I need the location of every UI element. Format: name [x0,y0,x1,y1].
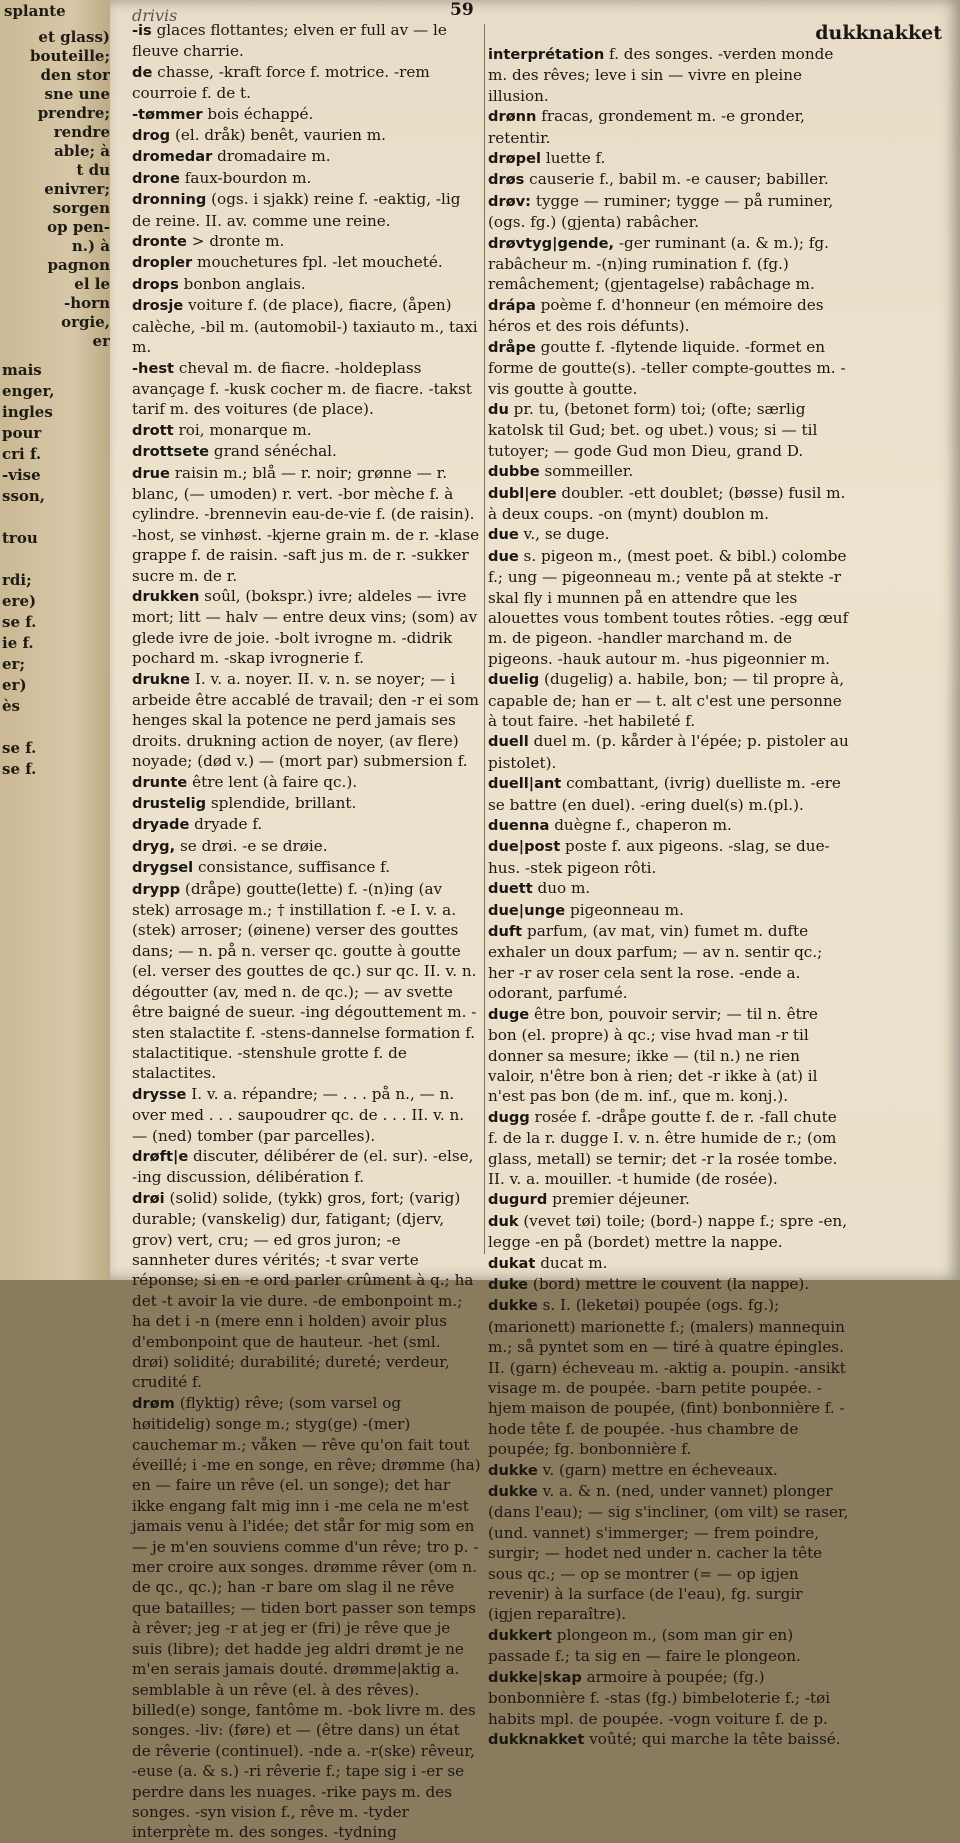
dictionary-entry: drøi (solid) solide, (tykk) gros, fort; (varig) durable; (vanskelig) dur, fatigant; (djerv, grov) vert, cru; — ed gros juron; -e sannheter dures vérités; -t svar verte réponse; si en -e ord parler crûment à q.; ha det -t avoir la vie dure. -de embonpoint m.; ha det i -n (mere enn i holden) avoir plus d'embonpoint que de hauteur. -het (sml. drøi) solidité; durabilité; dureté; verdeur, crudité f. [132,1188,474,1392]
dictionary-entry: drustelig splendide, brillant. [132,794,357,813]
facing-page-line: enger, [2,382,55,400]
dictionary-entry: dråpe goutte f. -flytende liquide. -formet en forme de goutte(s). -teller compte-gouttes m. -vis goutte à goutte. [488,337,846,398]
facing-page-line: bouteille; [29,47,110,65]
facing-page-line: ingles [2,403,53,421]
dictionary-entry: drog (el. dråk) benêt, vaurien m. [132,126,386,145]
dictionary-entry: dukkert plongeon m., (som man gir en) passade f.; ta sig en — faire le plongeon. [488,1625,801,1666]
dictionary-entry: due|unge pigeonneau m. [488,900,684,919]
facing-page-line: se f. [2,760,37,778]
dictionary-entry: dugg rosée f. -dråpe goutte f. de r. -fall chute f. de la r. dugge I. v. n. être humide de r.; (om glass, metall) se ternir; det -r la rosée tombe. II. v. a. mouiller. -t humide (de rosée). [488,1107,838,1188]
facing-page-line: ès [2,697,20,715]
dictionary-entry: interprétation f. des songes. -verden monde m. des rêves; leve i sin — vivre en pleine illusion. [488,45,834,105]
dictionary-entry: de chasse, -kraft force f. motrice. -rem courroie f. de t. [132,62,430,103]
facing-page-line [2,549,114,570]
dictionary-entry: drøm (flyktig) rêve; (som varsel og høitidelig) songe m.; styg(ge) -(mer) cauchemar m.; våken — rêve qu'on fait tout éveillé; i -me en songe, en rêve; drømme (ha) en — faire un rêve (el. un songe); det har ikke engang falt mig inn i -me cela ne m'est jamais venu à l'idée; det står for mig som en — je m'en souviens comme d'un rêve; tro p. -mer croire aux songes. drømme rêver (om n. de qc., qc.); han -r bare om slag il ne rêve que batailles; — tiden bort passer son temps à rêver; jeg -r at jeg er (fri) je rêve que je suis (libre); det hadde jeg aldri drømt je ne m'en serais jamais douté. drømme|aktig a. semblable à un rêve (el. à des rêves). billed(e) songe, fantôme m. -bok livre m. des songes. -liv: (føre) et — (être dans) un état de rêverie (continuel). -nde a. -r(ske) rêveur, -euse (a. & s.) -ri rêverie f.; tape sig i -er se perdre dans les nuages. -rike pays m. des songes. -syn vision f., rêve m. -tyder interprète m. des songes. -tydning [132,1393,481,1842]
dictionary-entry: drops bonbon anglais. [132,274,306,293]
dictionary-page [110,0,960,1842]
dictionary-entry: dukke s. I. (leketøi) poupée (ogs. fg.); (marionett) marionette f.; (malers) mannequin m.; så pyntet som en — tiré à quatre épingles. II. (garn) écheveau m. -aktig a. poupin. -ansikt visage m. de poupée. -barn petite poupée. -hjem maison de poupée, (fint) bonbonnière f. -hode tête f. de poupée. -hus chambre de poupée; fg. bonbonnière f. [488,1296,846,1459]
dictionary-entry: -tømmer bois échappé. [132,104,314,123]
dictionary-entry: dubbe sommeiller. [488,462,634,481]
dictionary-entry: dropler mouchetures fpl. -let moucheté. [132,253,443,272]
dictionary-entry: drønn fracas, grondement m. -e gronder, retentir. [488,107,805,147]
facing-page-text [2,28,114,351]
facing-page-line: er [92,332,110,350]
facing-page-line: el le [74,275,110,293]
dictionary-entry: dromedar dromadaire m. [132,147,331,166]
dictionary-entry: dukke v. a. & n. (ned, under vannet) plonger (dans l'eau); — sig s'incliner, (om vilt) se raser, (und. vannet) s'immerger; — frem poindre, surgir; — hodet ned under n. cacher la tête sous qc.; — op se montrer (= — op igjen revenir) à la surface (de l'eau), fg. surgir (igjen reparaître). [488,1482,849,1624]
dictionary-entry: drøvtyg|gende, -ger ruminant (a. & m.); fg. rabâcheur m. -(n)ing rumination f. (fg.) remâchement; (gjentagelse) rabâchage m. [488,233,829,294]
dictionary-entry: duenna duègne f., chaperon m. [488,816,732,835]
dictionary-entry: drue raisin m.; blå — r. noir; grønne — r. blanc, (— umoden) r. vert. -bor mèche f. à cylindre. -brennevin eau-de-vie f. (de raisin). -host, se vinhøst. -kjerne grain m. de r. -klase grappe f. de raisin. -saft jus m. de r. -sukker sucre m. de r. [132,463,480,585]
header-left-guide-word: drivis [132,6,178,25]
dictionary-entry: drápa poème f. d'honneur (en mémoire des héros et des rois défunts). [488,295,824,336]
dictionary-entry: drosje voiture f. (de place), fiacre, (åpen) calèche, -bil m. (automobil-) taxiauto m., taxi m. [132,296,478,357]
dictionary-entry: drypp (dråpe) goutte(lette) f. -(n)ing (av stek) arrosage m.; † instillation f. -e I. v. a. (stek) arroser; (øinene) verser des gouttes dans; — n. på n. verser qc. goutte à goutte (el. verser des gouttes de qc.) sur qc. II. v. n. dégoutter (av, med n. de qc.); — av svette être baigné de sueur. -ing dégouttement m. -sten stalactite f. -stens-dannelse formation f. stalactitique. -stenshule grotte f. de stalactites. [132,879,477,1083]
facing-page-line: orgie, [61,313,110,331]
dictionary-entry: drygsel consistance, suffisance f. [132,858,391,877]
facing-page-line: sson, [2,487,46,505]
facing-page-line: et glass) [38,28,110,46]
facing-page-line: mais [2,361,42,379]
facing-page-line: ere) [2,592,37,610]
dictionary-entry: duett duo m. [488,879,591,898]
facing-page-line: rendre [53,123,110,141]
dictionary-entry: drøs causerie f., babil m. -e causer; babiller. [488,170,829,189]
page-number: 59 [450,0,474,20]
dictionary-entry: drukken soûl, (bokspr.) ivre; aldeles — ivre mort; litt — halv — entre deux vins; (som) av glede ivre de joie. -bolt ivrogne m. -didrik pochard m. -skap ivrognerie f. [132,586,478,668]
dictionary-entry: drøpel luette f. [488,149,606,168]
dictionary-entry: duge être bon, pouvoir servir; — til n. être bon (el. propre) à qc.; vise hvad man -r til donner sa mesure; ikke — (til n.) ne rien valoir, n'être bon à rien; det -r ikke à (at) il n'est pas bon (de m. inf., que m. konj.). [488,1004,818,1106]
dictionary-entry: drottsete grand sénéchal. [132,442,337,461]
dictionary-entry: dugurd premier déjeuner. [488,1190,690,1209]
facing-page-line: rdi; [2,571,32,589]
facing-page-header: splante [4,2,66,20]
dictionary-entry: drukne I. v. a. noyer. II. v. n. se noyer; — i arbeide être accablé de travail; den -r ei som henges skal la potence ne perd jamais ses droits. drukning action de noyer, (av flere) noyade; (død v.) — (mort par) submersion f. [132,669,479,771]
dictionary-entry: dronning (ogs. i sjakk) reine f. -eaktig, -lig de reine. II. av. comme une reine. [132,190,461,230]
facing-page-line: prendre; [37,104,110,122]
right-column [488,24,850,1748]
dictionary-entry: dubl|ere doubler. -ett doublet; (bøsse) fusil m. à deux coups. -on (mynt) doublon m. [488,483,846,523]
dictionary-entry: drone faux-bourdon m. [132,168,312,187]
facing-page-line: er; [2,655,25,673]
facing-page-line: cri f. [2,445,42,463]
facing-page-line: able; à [54,142,110,160]
dictionary-entry: drøv: tygge — ruminer; tygge — på ruminer, (ogs. fg.) (gjenta) rabâcher. [488,191,834,232]
facing-page-line: n.) à [71,237,110,255]
dictionary-entry: dukke|skap armoire à poupée; (fg.) bonbonnière f. -stas (fg.) bimbeloterie f.; -tøi habits mpl. de poupée. -vogn voiture f. de p. [488,1667,831,1728]
dictionary-entry: duke (bord) mettre le couvent (la nappe). [488,1274,810,1293]
dictionary-entry: dryade dryade f. [132,815,263,834]
dictionary-entry: due|post poste f. aux pigeons. -slag, se due-hus. -stek pigeon rôti. [488,837,830,877]
dictionary-entry: du pr. tu, (betonet form) toi; (ofte; særlig katolsk til Gud; bet. og ubet.) vous; si — til tutoyer; — gode Gud mon Dieu, grand D. [488,399,818,460]
facing-page-line: op pen- [47,218,110,236]
dictionary-entry: dronte > dronte m. [132,232,285,251]
facing-page-line: er) [2,676,27,694]
dictionary-entry: -hest cheval m. de fiacre. -holdeplass avançage f. -kusk cocher m. de fiacre. -takst tarif m. des voitures (de place). [132,358,472,419]
dictionary-entry: dryg, se drøi. -e se drøie. [132,836,328,855]
dictionary-entry: due s. pigeon m., (mest poet. & bibl.) colombe f.; ung — pigeonneau m.; vente på at stekte -r skal fly i munnen på en attendre que les alouettes vous tombent toutes rôties. -egg œuf m. de pigeon. -handler marchand m. de pigeons. -hauk autour m. -hus pigeonnier m. [488,546,849,668]
facing-page-line: -horn [64,294,110,312]
dictionary-entry: -is glaces flottantes; elven er full av — le fleuve charrie. [132,21,447,61]
facing-page [0,0,118,1280]
dictionary-entry: drysse I. v. a. répandre; — . . . på n., — n. over med . . . saupoudrer qc. de . . . II. v. n. — (ned) tomber (par parcelles). [132,1084,465,1145]
dictionary-entry: dukat ducat m. [488,1253,608,1272]
dictionary-entry: duell duel m. (p. kårder à l'épée; p. pistoler au pistolet). [488,732,849,772]
dictionary-entry: duft parfum, (av mat, vin) fumet m. dufte exhaler un doux parfum; — av n. sentir qc.; her -r av roser cela sent la rose. -ende a. odorant, parfumé. [488,922,823,1003]
facing-page-line [2,717,114,738]
dictionary-entry: duell|ant combattant, (ivrig) duelliste m. -ere se battre (en duel). -ering duel(s) m.(pl.). [488,774,841,814]
dictionary-entry: drott roi, monarque m. [132,420,312,439]
facing-page-text-lower [2,360,114,780]
facing-page-line: se f. [2,613,37,631]
dictionary-entry: duk (vevet tøi) toile; (bord-) nappe f.; spre -en, legge -en på (bordet) mettre la nappe. [488,1211,848,1252]
facing-page-line: pour [2,424,42,442]
facing-page-line: t du [76,161,110,179]
dictionary-entry: drunte être lent (à faire qc.). [132,772,358,791]
dictionary-entry: dukke v. (garn) mettre en écheveaux. [488,1460,778,1479]
dictionary-entry: duelig (dugelig) a. habile, bon; — til propre à, capable de; han er — t. alt c'est une personne à tout faire. -het habileté f. [488,670,845,730]
header-right-guide-word: dukknakket [815,22,942,44]
facing-page-line: pagnon [47,256,110,274]
column-divider [484,24,485,1254]
dictionary-entry: drøft|e discuter, délibérer de (el. sur). -else, -ing discussion, délibération f. [132,1146,474,1187]
facing-page-line: -vise [2,466,41,484]
dictionary-entry: dukknakket voûté; qui marche la tête baissé. [488,1729,841,1748]
dictionary-entry: due v., se duge. [488,525,610,544]
facing-page-line: trou [2,529,38,547]
facing-page-line: sorgen [52,199,110,217]
facing-page-line: enivrer; [44,180,110,198]
facing-page-line [2,507,114,528]
left-column [132,10,482,1842]
facing-page-line: se f. [2,739,37,757]
facing-page-line: ie f. [2,634,34,652]
facing-page-line: den stor [40,66,110,84]
facing-page-line: sne une [44,85,110,103]
